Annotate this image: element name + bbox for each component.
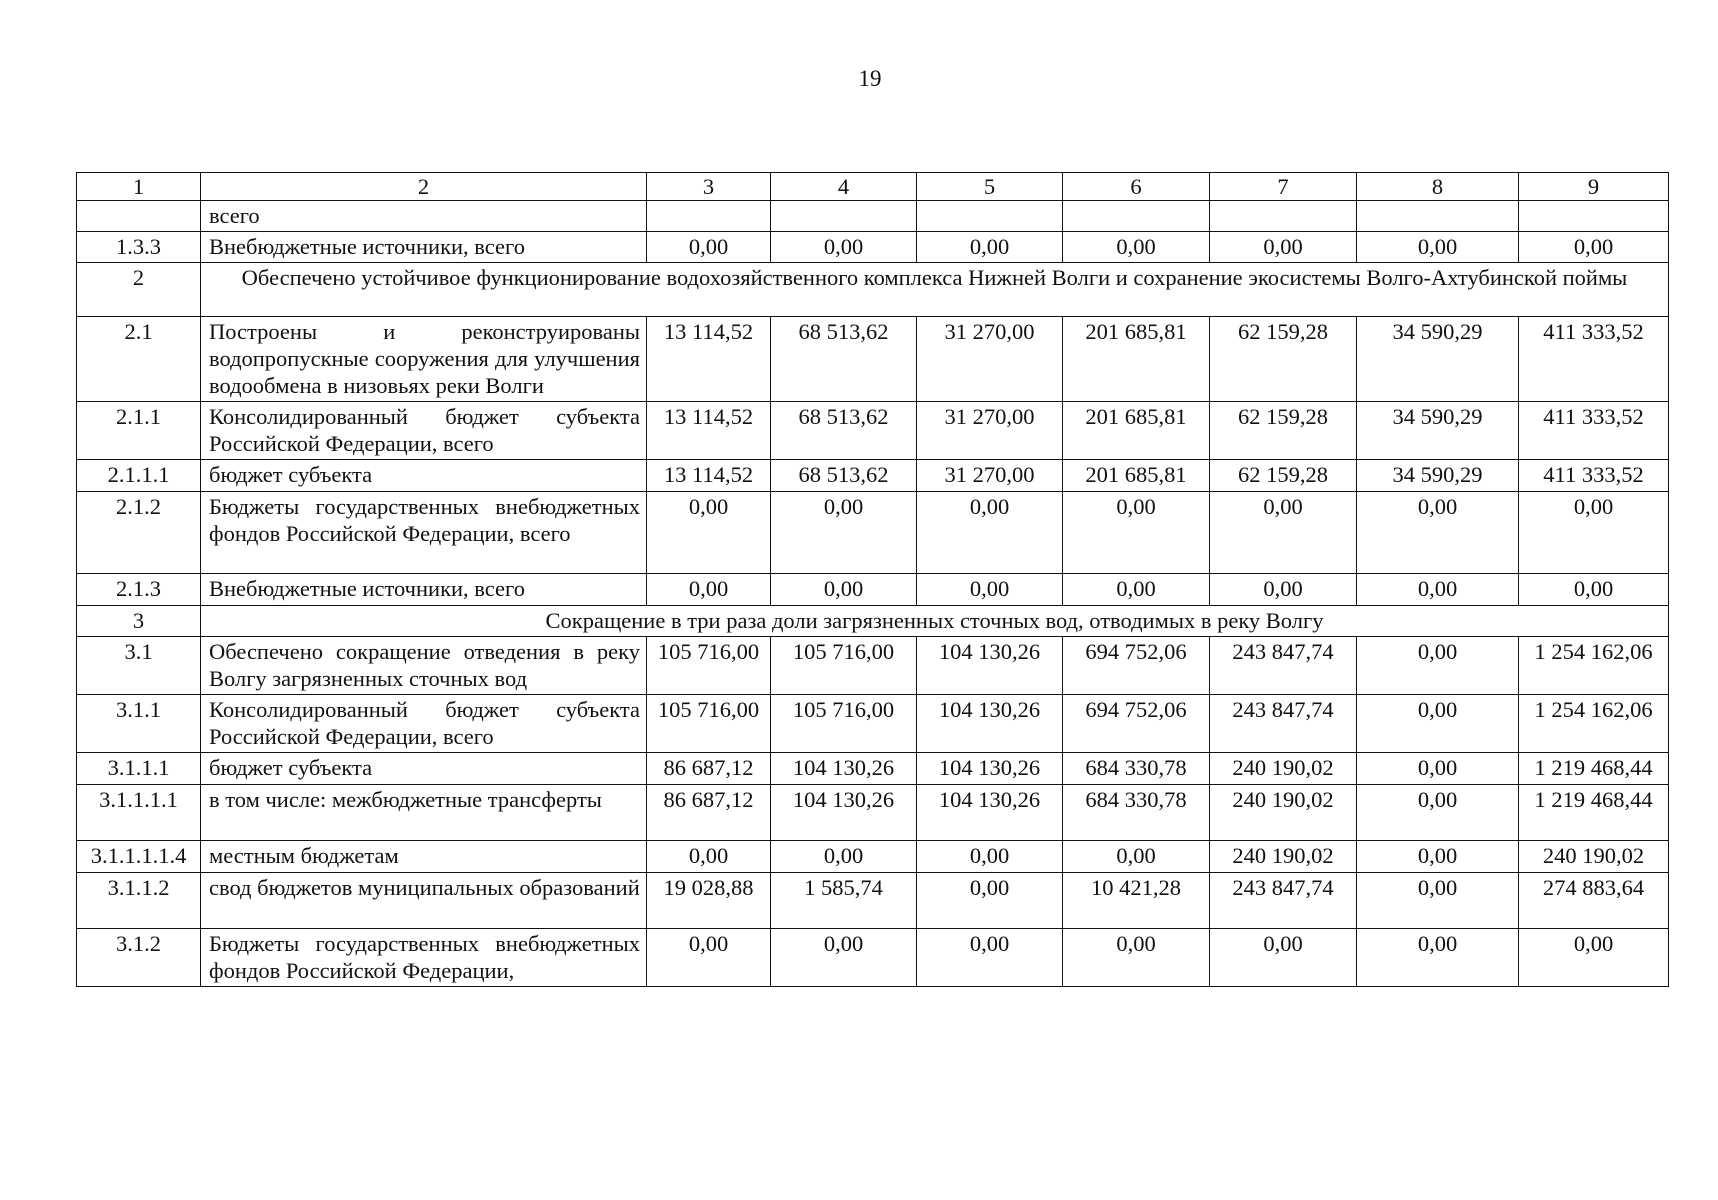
row-name: Обеспечено сокращение отведения в реку Волгу загрязненных сточных вод bbox=[201, 637, 647, 695]
table-row bbox=[77, 873, 1669, 929]
value-cell-col-8: 0,00 bbox=[1357, 841, 1519, 873]
value-cell-col-7: 62 159,28 bbox=[1210, 402, 1357, 460]
row-code: 3.1.1.1 bbox=[77, 753, 201, 785]
value-cell-col-7: 0,00 bbox=[1210, 929, 1357, 987]
value-cell-col-9: 0,00 bbox=[1519, 232, 1669, 263]
column-number-header: 2 bbox=[201, 173, 647, 201]
column-number-header: 6 bbox=[1063, 173, 1210, 201]
row-code: 3.1.2 bbox=[77, 929, 201, 987]
section-row bbox=[77, 606, 1669, 637]
value-cell-col-8: 0,00 bbox=[1357, 753, 1519, 785]
value-cell-col-4: 0,00 bbox=[771, 574, 917, 606]
row-code: 3.1.1.1.1.4 bbox=[77, 841, 201, 873]
value-cell-col-3: 13 114,52 bbox=[647, 402, 771, 460]
value-cell-col-5: 104 130,26 bbox=[917, 695, 1063, 753]
value-cell-col-8: 34 590,29 bbox=[1357, 460, 1519, 492]
value-cell-col-7: 240 190,02 bbox=[1210, 753, 1357, 785]
row-code: 3 bbox=[77, 606, 201, 637]
row-name: Консолидированный бюджет субъекта Российской Федерации, всего bbox=[201, 695, 647, 753]
value-cell-col-8 bbox=[1357, 201, 1519, 232]
value-cell-col-5: 0,00 bbox=[917, 574, 1063, 606]
value-cell-col-8: 34 590,29 bbox=[1357, 317, 1519, 402]
value-cell-col-9: 1 254 162,06 bbox=[1519, 637, 1669, 695]
row-name: Бюджеты государственных внебюджетных фондов Российской Федерации, всего bbox=[201, 492, 647, 574]
value-cell-col-9: 0,00 bbox=[1519, 574, 1669, 606]
value-cell-col-9: 1 219 468,44 bbox=[1519, 753, 1669, 785]
value-cell-col-9: 411 333,52 bbox=[1519, 402, 1669, 460]
column-number-header: 9 bbox=[1519, 173, 1669, 201]
value-cell-col-7: 240 190,02 bbox=[1210, 785, 1357, 841]
value-cell-col-8: 0,00 bbox=[1357, 492, 1519, 574]
value-cell-col-4: 0,00 bbox=[771, 492, 917, 574]
value-cell-col-9: 411 333,52 bbox=[1519, 317, 1669, 402]
value-cell-col-3: 0,00 bbox=[647, 841, 771, 873]
value-cell-col-6: 10 421,28 bbox=[1063, 873, 1210, 929]
row-name: бюджет субъекта bbox=[201, 460, 647, 492]
value-cell-col-4: 104 130,26 bbox=[771, 753, 917, 785]
row-code: 2.1 bbox=[77, 317, 201, 402]
row-name: Консолидированный бюджет субъекта Российской Федерации, всего bbox=[201, 402, 647, 460]
row-name: Внебюджетные источники, всего bbox=[201, 232, 647, 263]
value-cell-col-9: 1 254 162,06 bbox=[1519, 695, 1669, 753]
value-cell-col-4: 105 716,00 bbox=[771, 637, 917, 695]
page-number: 19 bbox=[858, 66, 882, 91]
value-cell-col-4: 68 513,62 bbox=[771, 402, 917, 460]
value-cell-col-6: 0,00 bbox=[1063, 574, 1210, 606]
value-cell-col-3: 0,00 bbox=[647, 574, 771, 606]
row-code: 3.1.1.2 bbox=[77, 873, 201, 929]
row-code: 1.3.3 bbox=[77, 232, 201, 263]
value-cell-col-6: 201 685,81 bbox=[1063, 402, 1210, 460]
value-cell-col-3: 105 716,00 bbox=[647, 695, 771, 753]
value-cell-col-5: 0,00 bbox=[917, 873, 1063, 929]
table-row bbox=[77, 841, 1669, 873]
table-row bbox=[77, 232, 1669, 263]
value-cell-col-4: 0,00 bbox=[771, 232, 917, 263]
column-number-header: 5 bbox=[917, 173, 1063, 201]
column-number-header: 1 bbox=[77, 173, 201, 201]
value-cell-col-6: 684 330,78 bbox=[1063, 753, 1210, 785]
table-row bbox=[77, 317, 1669, 402]
value-cell-col-7: 243 847,74 bbox=[1210, 873, 1357, 929]
value-cell-col-6: 201 685,81 bbox=[1063, 460, 1210, 492]
value-cell-col-3 bbox=[647, 201, 771, 232]
value-cell-col-6: 0,00 bbox=[1063, 232, 1210, 263]
row-name: Внебюджетные источники, всего bbox=[201, 574, 647, 606]
section-title: Сокращение в три раза доли загрязненных сточных вод, отводимых в реку Волгу bbox=[201, 606, 1669, 637]
value-cell-col-8: 0,00 bbox=[1357, 232, 1519, 263]
value-cell-col-7: 0,00 bbox=[1210, 232, 1357, 263]
row-name: свод бюджетов муниципальных образований bbox=[201, 873, 647, 929]
row-code: 3.1.1.1.1 bbox=[77, 785, 201, 841]
value-cell-col-4: 0,00 bbox=[771, 929, 917, 987]
table-body bbox=[77, 173, 1669, 987]
value-cell-col-7 bbox=[1210, 201, 1357, 232]
table-row bbox=[77, 695, 1669, 753]
row-code: 2.1.2 bbox=[77, 492, 201, 574]
value-cell-col-9: 1 219 468,44 bbox=[1519, 785, 1669, 841]
value-cell-col-9: 411 333,52 bbox=[1519, 460, 1669, 492]
value-cell-col-7: 0,00 bbox=[1210, 574, 1357, 606]
value-cell-col-9 bbox=[1519, 201, 1669, 232]
table-row bbox=[77, 785, 1669, 841]
value-cell-col-8: 0,00 bbox=[1357, 637, 1519, 695]
table-row bbox=[77, 637, 1669, 695]
value-cell-col-3: 86 687,12 bbox=[647, 785, 771, 841]
value-cell-col-6 bbox=[1063, 201, 1210, 232]
value-cell-col-8: 0,00 bbox=[1357, 929, 1519, 987]
value-cell-col-9: 274 883,64 bbox=[1519, 873, 1669, 929]
row-code: 2.1.1 bbox=[77, 402, 201, 460]
row-code: 2.1.1.1 bbox=[77, 460, 201, 492]
value-cell-col-9: 0,00 bbox=[1519, 929, 1669, 987]
value-cell-col-3: 13 114,52 bbox=[647, 317, 771, 402]
table-row bbox=[77, 753, 1669, 785]
value-cell-col-7: 62 159,28 bbox=[1210, 317, 1357, 402]
row-name: всего bbox=[201, 201, 647, 232]
value-cell-col-6: 694 752,06 bbox=[1063, 637, 1210, 695]
value-cell-col-3: 13 114,52 bbox=[647, 460, 771, 492]
value-cell-col-5: 31 270,00 bbox=[917, 460, 1063, 492]
value-cell-col-7: 240 190,02 bbox=[1210, 841, 1357, 873]
value-cell-col-5: 31 270,00 bbox=[917, 317, 1063, 402]
value-cell-col-5: 0,00 bbox=[917, 492, 1063, 574]
value-cell-col-7: 243 847,74 bbox=[1210, 637, 1357, 695]
value-cell-col-9: 0,00 bbox=[1519, 492, 1669, 574]
value-cell-col-5: 31 270,00 bbox=[917, 402, 1063, 460]
column-number-header: 7 bbox=[1210, 173, 1357, 201]
value-cell-col-4: 104 130,26 bbox=[771, 785, 917, 841]
row-name: бюджет субъекта bbox=[201, 753, 647, 785]
value-cell-col-6: 0,00 bbox=[1063, 492, 1210, 574]
column-number-header: 8 bbox=[1357, 173, 1519, 201]
value-cell-col-6: 684 330,78 bbox=[1063, 785, 1210, 841]
value-cell-col-5: 0,00 bbox=[917, 841, 1063, 873]
column-number-header: 4 bbox=[771, 173, 917, 201]
table-row bbox=[77, 574, 1669, 606]
row-code bbox=[77, 201, 201, 232]
value-cell-col-7: 62 159,28 bbox=[1210, 460, 1357, 492]
value-cell-col-3: 0,00 bbox=[647, 492, 771, 574]
value-cell-col-6: 201 685,81 bbox=[1063, 317, 1210, 402]
value-cell-col-3: 19 028,88 bbox=[647, 873, 771, 929]
value-cell-col-4: 68 513,62 bbox=[771, 460, 917, 492]
value-cell-col-8: 34 590,29 bbox=[1357, 402, 1519, 460]
table-row bbox=[77, 402, 1669, 460]
row-code: 2.1.3 bbox=[77, 574, 201, 606]
value-cell-col-4: 0,00 bbox=[771, 841, 917, 873]
value-cell-col-5: 104 130,26 bbox=[917, 753, 1063, 785]
section-row bbox=[77, 263, 1669, 317]
value-cell-col-3: 0,00 bbox=[647, 929, 771, 987]
table-row bbox=[77, 460, 1669, 492]
value-cell-col-5: 0,00 bbox=[917, 232, 1063, 263]
value-cell-col-6: 0,00 bbox=[1063, 841, 1210, 873]
row-name: в том числе: межбюджетные трансферты bbox=[201, 785, 647, 841]
row-name: Построены и реконструированы водопропускные сооружения для улучшения водообмена в низовьях реки Волги bbox=[201, 317, 647, 402]
table-row bbox=[77, 492, 1669, 574]
value-cell-col-3: 105 716,00 bbox=[647, 637, 771, 695]
section-title: Обеспечено устойчивое функционирование водохозяйственного комплекса Нижней Волги и сохранение экосистемы Волго-Ахтубинской поймы bbox=[201, 263, 1669, 317]
value-cell-col-3: 0,00 bbox=[647, 232, 771, 263]
column-number-row bbox=[77, 173, 1669, 201]
value-cell-col-8: 0,00 bbox=[1357, 785, 1519, 841]
value-cell-col-6: 694 752,06 bbox=[1063, 695, 1210, 753]
budget-table bbox=[76, 172, 1669, 987]
value-cell-col-8: 0,00 bbox=[1357, 695, 1519, 753]
value-cell-col-8: 0,00 bbox=[1357, 873, 1519, 929]
value-cell-col-8: 0,00 bbox=[1357, 574, 1519, 606]
value-cell-col-5 bbox=[917, 201, 1063, 232]
value-cell-col-9: 240 190,02 bbox=[1519, 841, 1669, 873]
value-cell-col-5: 104 130,26 bbox=[917, 785, 1063, 841]
value-cell-col-6: 0,00 bbox=[1063, 929, 1210, 987]
row-name: Бюджеты государственных внебюджетных фондов Российской Федерации, bbox=[201, 929, 647, 987]
value-cell-col-7: 243 847,74 bbox=[1210, 695, 1357, 753]
row-name: местным бюджетам bbox=[201, 841, 647, 873]
value-cell-col-7: 0,00 bbox=[1210, 492, 1357, 574]
value-cell-col-4: 1 585,74 bbox=[771, 873, 917, 929]
value-cell-col-4: 68 513,62 bbox=[771, 317, 917, 402]
value-cell-col-4 bbox=[771, 201, 917, 232]
column-number-header: 3 bbox=[647, 173, 771, 201]
value-cell-col-3: 86 687,12 bbox=[647, 753, 771, 785]
value-cell-col-5: 104 130,26 bbox=[917, 637, 1063, 695]
row-code: 2 bbox=[77, 263, 201, 317]
row-code: 3.1.1 bbox=[77, 695, 201, 753]
value-cell-col-5: 0,00 bbox=[917, 929, 1063, 987]
table-row bbox=[77, 201, 1669, 232]
table-row bbox=[77, 929, 1669, 987]
value-cell-col-4: 105 716,00 bbox=[771, 695, 917, 753]
row-code: 3.1 bbox=[77, 637, 201, 695]
